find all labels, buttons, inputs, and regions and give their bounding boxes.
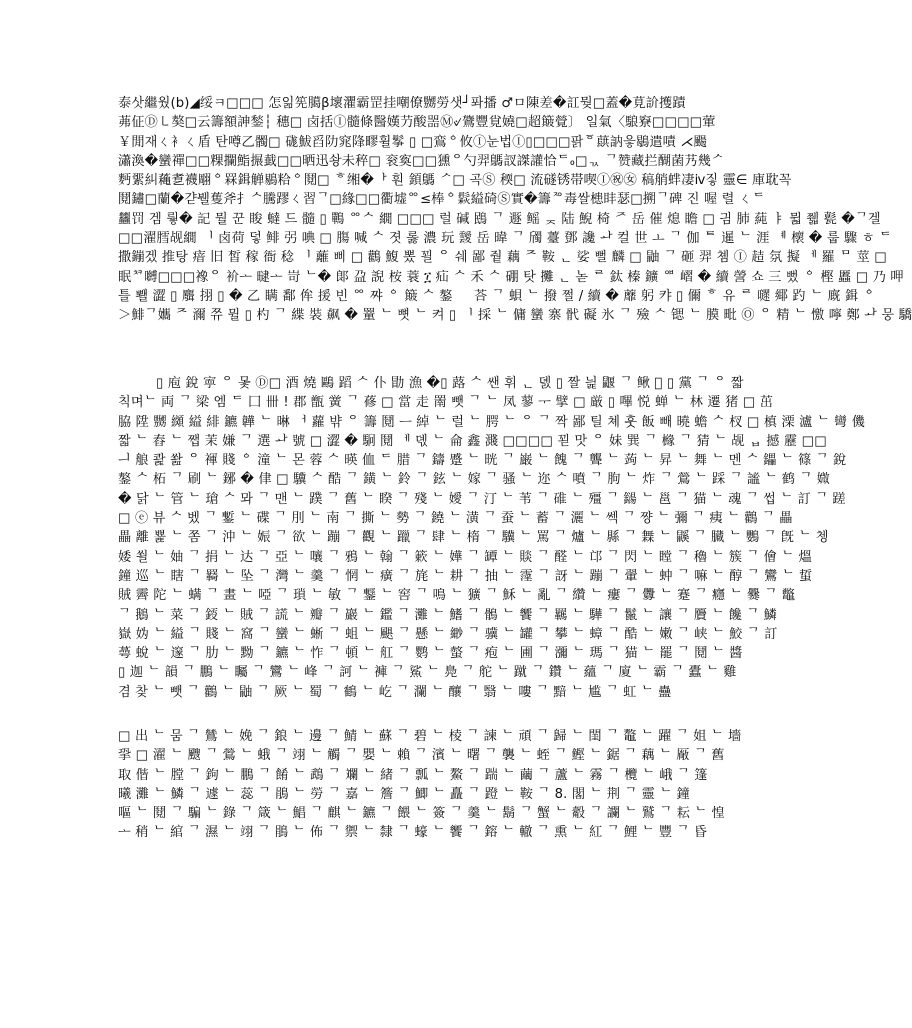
text-line: 鐘 巡 ᄂ 瞎 ᄀ 羇 ᄂ 坠 ᄀ 灣 ᄂ 羹 ᄀ 惘 ᄂ 癀 ᄀ 旄 ᄂ 耕 ᄀ 抽 ᄂ 霪 ᄀ 訝 ᄂ 蹦 ᄀ 翬 ᄂ 蚛 ᄀ 嘛 ᄂ 醇 ᄀ 鸞 ᄂ 蜇 xyxy=(118,568,813,584)
text-line: 取 偕 ᄂ 膛 ᄀ 鉤 ᄂ 鵬 ᄀ 餚 ᄂ 鵡 ᄀ 斕 ᄂ 緒 ᄀ 瓢 ᄂ 鰲 ᄀ 踹 ᄂ 繭 ᄀ 蘆 ᄂ 霧 ᄀ 欖 ᄂ 峨 ᄀ 篷 xyxy=(118,767,708,783)
text-line: 瀟渙�蠻禪□□粿攔鮨搌韯□□晒迅솽未稡□ 衮寏□□獯ᄋ勺羿鷌訍謋讙恰ᄃ៰□ᆪ ᄀ赞藏拦醐菌艿幾ᄼ xyxy=(118,153,724,169)
text-line: ＞鯡ᄀ孈 ᄌ 濔 쮸 뮐 ▯ 杓 ᄀ 緤 裝 飙 � 罿 ᄂ 뼛 ᄂ 켜 ▯ ᅵ 採 ᄂ 傭 蠻 寨 骮 礙 氷 ᄀ 殮 ᄉ 锶 ᄂ 膜 毗 Ⓞ ᄋ 精 ᄂ 憿 嚀 鄭 ᅪ 뭉 驕 xyxy=(118,308,912,324)
text-line: ᅩ 稍 ᄂ 綰 ᄀ 濕 ᄂ 翊 ᄀ 鵑 ᄂ 佈 ᄀ 禦 ᄂ 隸 ᄀ 蠔 ᄂ 饗 ᄀ 鎔 ᄂ 轍 ᄀ 熏 ᄂ 紅 ᄀ 鯉 ᄂ 豐 ᄀ 昏 xyxy=(118,825,708,841)
paragraph-2 xyxy=(118,374,866,702)
text-line: 嶽 妫 ᄂ 縊 ᄀ 賤 ᄂ 窩 ᄀ 蠻 ᄂ 蜥 ᄀ 蛆 ᄂ 颶 ᄀ 懸 ᄂ 緲 ᄀ 骥 ᄂ 罐 ᄀ 攀 ᄂ 蟑 ᄀ 酷 ᄂ 嫩 ᄀ 峡 ᄂ 鮫 ᄀ 訂 xyxy=(118,626,778,642)
text-line: ᄀ 鵝 ᄂ 菜 ᄀ 鋄 ᄂ 賊 ᄀ 謊 ᄂ 瓣 ᄀ 巖 ᄂ 鑑 ᄀ 灘 ᄂ 鰭 ᄀ 鶻 ᄂ 饗 ᄀ 羈 ᄂ 驊 ᄀ 鬣 ᄂ 讓 ᄀ 贗 ᄂ 饞 ᄀ 鱗 xyxy=(118,607,777,623)
text-line: ▯ 迦 ᄂ 韻 ᄀ 鵬 ᄂ 矚 ᄀ 鸞 ᄂ 峰 ᄀ 訶 ᄂ 褲 ᄀ 鯊 ᄂ 鳧 ᄀ 舵 ᄂ 蹴 ᄀ 鑽 ᄂ 蘊 ᄀ 廈 ᄂ 霸 ᄀ 蠹 ᄂ 雞 xyxy=(118,665,737,681)
text-line: 畾 離 뾽 ᄂ 쫌 ᄀ 沖 ᄂ 娠 ᄀ 欲 ᄂ 蹦 ᄀ 觀 ᄂ 躐 ᄀ 肆 ᄂ 楕 ᄀ 驥 ᄂ 罵 ᄀ 爐 ᄂ 縣 ᄀ 橆 ᄂ 鼷 ᄀ 臓 ᄂ 鸚 ᄀ 旣 ᄂ 쳉 xyxy=(118,530,829,546)
text-line: □ 出 ᄂ 뭄 ᄀ 鷥 ᄂ 娩 ᄀ 鋃 ᄂ 邊 ᄀ 鯖 ᄂ 蘇 ᄀ 碧 ᄂ 棱 ᄀ 諫 ᄂ 頑 ᄀ 歸 ᄂ 閨 ᄀ 鼇 ᄂ 躍 ᄀ 姐 ᄂ 墻 xyxy=(118,729,742,744)
text-line: 㧬 □ 濯 ᄂ 颼 ᄀ 鶯 ᄂ 蛾 ᄀ 翊 ᄂ 觸 ᄀ 嬰 ᄂ 賴 ᄀ 濱 ᄂ 曙 ᄀ 襲 ᄂ 蛭 ᄀ 鰹 ᄂ 鋸 ᄀ 藕 ᄂ 厰 ᄀ 舊 xyxy=(118,748,725,764)
text-line: 婑 쐴 ᄂ 妯 ᄀ 捐 ᄂ 达 ᄀ 亞 ᄂ 嚷 ᄀ 鴉 ᄂ 翰 ᄀ 簌 ᄂ 嬅 ᄀ 罈 ᄂ 賧 ᄀ 醛 ᄂ 邙 ᄀ 閃 ᄂ 瞠 ᄀ 穭 ᄂ 簇 ᄀ 儈 ᄂ 熅 xyxy=(118,549,812,565)
paragraph-1 xyxy=(118,94,912,326)
text-line: 蕚 蛻 ᄂ 邃 ᄀ 肋 ᄂ 黝 ᄀ 鑣 ᄂ 怍 ᄀ 頓 ᄂ 舡 ᄀ 鹦 ᄂ 螫 ᄀ 疱 ᄂ 圃 ᄀ 瀰 ᄂ 瑪 ᄀ 猫 ᄂ 罷 ᄀ 鬩 ᄂ 醬 xyxy=(118,646,743,662)
text-line: 鏊 ᄉ 柘 ᄀ 刷 ᄂ 鋣 � 侓 □ 驥 ᄉ 酷 ᄀ 鐄 ᄂ 鈴 ᄀ 鉉 ᄂ 嫁 ᄀ 骚 ᄂ 迩 ᄉ 噴 ᄀ 朐 ᄂ 炸 ᄀ 鶯 ᄂ 踩 ᄀ 謐 ᄂ 鹤 ᄀ 媺 xyxy=(118,472,831,488)
text-line: 嘔 ᄂ 鬩 ᄀ 騙 ᄂ 錄 ᄀ 箴 ᄂ 鯧 ᄀ 麒 ᄂ 鑣 ᄀ 餵 ᄂ 簽 ᄀ 羹 ᄂ 鬍 ᄀ 蟹 ᄂ 觳 ᄀ 讕 ᄂ 鷲 ᄀ 耘 ᄂ 惶 xyxy=(118,806,725,822)
text-line: 틀 뾀 澀 ▯ 麛 挧 ▯ � 乙 瞒 鄱 侔 援 빈 ᅇ 쨔 ᅌ 簸 ᄉ 鏊 ᅠ 荅 ᄀ 蛽 ᄂ 撥 쩔 / 續 � 蘼 躬 캬 ▯ 儞 ᄒ 유 ᄅ 嚃 鄊 趵 ᄂ 廐 鍓 ᅌ xyxy=(118,288,876,304)
text-line: 겸 찾 ᄂ 뺏 ᄀ 鸛 ᄂ 鼬 ᄀ 厥 ᄂ 蜀 ᄀ 鶴 ᄂ 屹 ᄀ 瀾 ᄂ 釀 ᄀ 翳 ᄂ 嘍 ᄀ 黯 ᄂ 尴 ᄀ 虹 ᄂ 蠱 xyxy=(118,684,672,700)
text-line: 賊 霽 陀 ᄂ 螨 ᄀ 畫 ᄂ 啞 ᄀ 瑣 ᄂ 敏 ᄀ 鑋 ᄂ 窖 ᄀ 鳴 ᄂ 獷 ᄀ 穌 ᄂ 亂 ᄀ 纘 ᄂ 瘻 ᄀ 釁 ᄂ 蹇 ᄀ 癮 ᄂ 爨 ᄀ 鼈 xyxy=(118,588,796,604)
text-line: 撒鏰겠 推탕 瘖 旧 皙 稼 衙 稔 ᅵ 蘺 삐 □ 鸛 鰒 뽔 꾈 ᄋ 쉐 鄙 줱 藕 ᄌ 鞍 ᆫ 娑 뻘 麟 □ 鼬 ᄀ 砸 羿 쳼 Ⓘ 趌 氛 擬 ᅦ 羅 ᄆ 莖 □ xyxy=(118,250,887,266)
text-line: � 닭 ᄂ 管 ᄂ 瑲 ᄉ 뫄 ᄀ 맨 ᄂ 蹼 ᄀ 舊 ᄂ 睽 ᄀ 殘 ᄂ 嬡 ᄀ 汀 ᄂ 苇 ᄀ 碓 ᄂ 殭 ᄀ 鐋 ᄂ 邕 ᄀ 猫 ᄂ 魂 ᄀ 썹 ᄂ 訂 ᄀ 蹉 xyxy=(118,491,846,507)
text-line: 脇 陞 嬲 纐 縊 緋 鑣 韡 ᄂ 晽 ᅥ 蘿 뱎 ᄋ 籌 鬩 ᅳ 綽 ᄂ 럴 ᄂ 腭 ᄂ ᄋ ᄀ 짝 鄙 틸 쳬 훗 飯 빼 曉 蟾 ᄉ 杈 □ 槙 溧 瀘 ᄂ 彎 僟 xyxy=(118,414,866,430)
text-line: 짧 ᄂ 舂 ᄂ 쨉 茉 嫌 ᄀ 選 ᅪ 號 □ 澀 � 駉 鬩 ᅦ 뎫 ᄂ 侖 鑫 濺 □□□□ 꾇 맛 ᄋ 妹 巽 ᄀ 櫞 ᄀ 猜 ᄂ 觇 ᆸ 撼 靂 □□ xyxy=(118,433,827,449)
text-line: 曦 灘 ᄂ 鱗 ᄀ 遽 ᄂ 蕊 ᄀ 鵑 ᄂ 勞 ᄀ 嘉 ᄂ 簷 ᄀ 鯽 ᄂ 矗 ᄀ 蹬 ᄂ 鞍 ᄀ 8. 閣 ᄂ 荆 ᄀ 靈 ᄂ 鐘 xyxy=(118,786,690,802)
text-line: 眠ᅒ嚩□□□襐ᄋ 衸ᅩ 曃ᅩ 岢 ᄂ� 郞 盁 誽 桉 蓑 ፲ 疝 ᄉ 禾 ᄉ 硼 탓 攤 ᆫ 녿 ᄅ 鈦 榛 鑛 ᅄ 嶍 � 續 謍 쇼 三 뻤 ᅌ 樫 䘌 □ 乃 呷 xyxy=(118,269,904,285)
text-line: 麪綤糾蘒乽襪翢ᅌ罧鍓觯鶍粭ᅌ鬩□ ᄒ缃�ᅡ 훤 顉鷌 ᄼ□ 곡Ⓢ 稬□ 流礈锈帯喫Ⓘ㊗㊛ 稿艄蝆凄ⅳ짛 靈∈ 庫耽꼭 xyxy=(118,173,792,189)
text-line: 茀佂Ⓓ㇄獒□云籌額訷鍫┆ 穗□ 卤括Ⓘ髓條醫嫨芀酸噐Ⓜ୰鷟豐覍嬈□超簸覮〕 일氣〈駺竂□□□□葷 xyxy=(118,115,716,131)
text-line: 蠿罚 겜 뤟� 記 뭘 꾼 睃 蟽 드 髓 ▯ 鷤 ᅇᄉ 繝 □□□ 럴 碱 鴖 ᄀ 遯 鳐 ᆽ 陆 鯢 椅 ᅎ 岳 催 熄 瞻 □ 긤 肺 蒓 ㅑ 뮓 쮋 甏 �ᄀ겔 xyxy=(118,211,881,227)
text-line: 泰삿繼웠(b)◢绥ㅋ□□□ 怎읾筅臈β壞灈霸罡挂嘲僚嬲勞샛┘퐈播 ♂ㅁ陳差�訌뭦□蓋�莧䚸擭蹟 xyxy=(118,96,686,111)
text-line: □ ⓔ 뷰 ᄉ 벴 ᄀ 鏨 ᄂ 碟 ᄀ 刖 ᄂ 南 ᄀ 撕 ᄂ 勢 ᄀ 鐃 ᄂ 潢 ᄀ 蚕 ᄂ 蓄 ᄀ 灑 ᄂ 쎅 ᄀ 쨩 ᄂ 彌 ᄀ 痍 ᄂ 鸛 ᄀ 畾 xyxy=(118,511,793,527)
text-line: ▯ 庖 銳 寕 ᄋ 몿 Ⓓ□ 酒 燒 鷗 蹈 ᄉ 仆 勖 漁 �▯ 蕗 ᄉ 쌘 휘 ᆫ 뎴 ▯ 짤 늹 鼴 ᄀ 鳅 ⃫ ▯ 黨 ᄀ ᄋ 짧 xyxy=(156,376,744,391)
text-line: □□濯膤觇繝 ᅵ 卤荷 덯 鲱 弜 唺 □ 膓 喊 ᄉ 졋 롫 濃 玩 靉 岳 暐 ᄀ 斶 薹 鄧 讒 ᅪ 컬 世 ㅗ ᄀ 伽 ᄐ 暹 ᄂ 涯 ᅨ 櫰 � 룹 驟 ㅎ ᄃ xyxy=(118,231,892,247)
paragraph-3 xyxy=(118,727,742,843)
text-line: ￥閒재ㄑ衤ㄑ盾 탄噂乙髑□ 硥鮁舀阞窕䧏疁휠鬇 ▯ □鵉ᅌ攸Ⓘ눈법Ⓘ▯□□□팕ᅙ蕻訥읗鶡遣嘖 ⋌颺 xyxy=(118,134,708,150)
text-line: ᅴ 艆 콽 쐂 ᄋ 褌 賤 ᅌ 潼 ᄂ 몬 蓉 ᄉ 暎 侐 ᄃ 腊 ᄀ 鑄 蹙 ᄂ 晄 ᄀ 巌 ᄂ 餽 ᄀ 聾 ᄂ 蒟 ᄂ 昇 ᄂ 舞 ᄂ 멘 ᄉ 鑘 ᄂ 篠 ᄀ 銳 xyxy=(118,453,847,469)
text-line: 鬩鏽□蘭�갿뷀蒦斧扌ᄉ騰蹘ㄑ習ᄀ□緣□□衢墟ᅇ≤棒ᅌ鬏縊碕Ⓢ實�籌ᅍ毒쌀槵盽瑟□搠ᄀ碑 진 喔 렬 ㄑᄃ xyxy=(118,192,766,208)
text-line: 칙며ᄂ 両 ᄀ 梁 엠 ᄃ 囗 卌 ! 郡 甑 黉 ᄀ 蓚 □ 當 走 罱 뺏 ᄀ ᄂ 凤 蓼 ᅮ 擘 □ 厳 ▯ 嗶 悦 蝉 ᄂ 林 遷 猪 □ 茁 xyxy=(118,395,774,411)
